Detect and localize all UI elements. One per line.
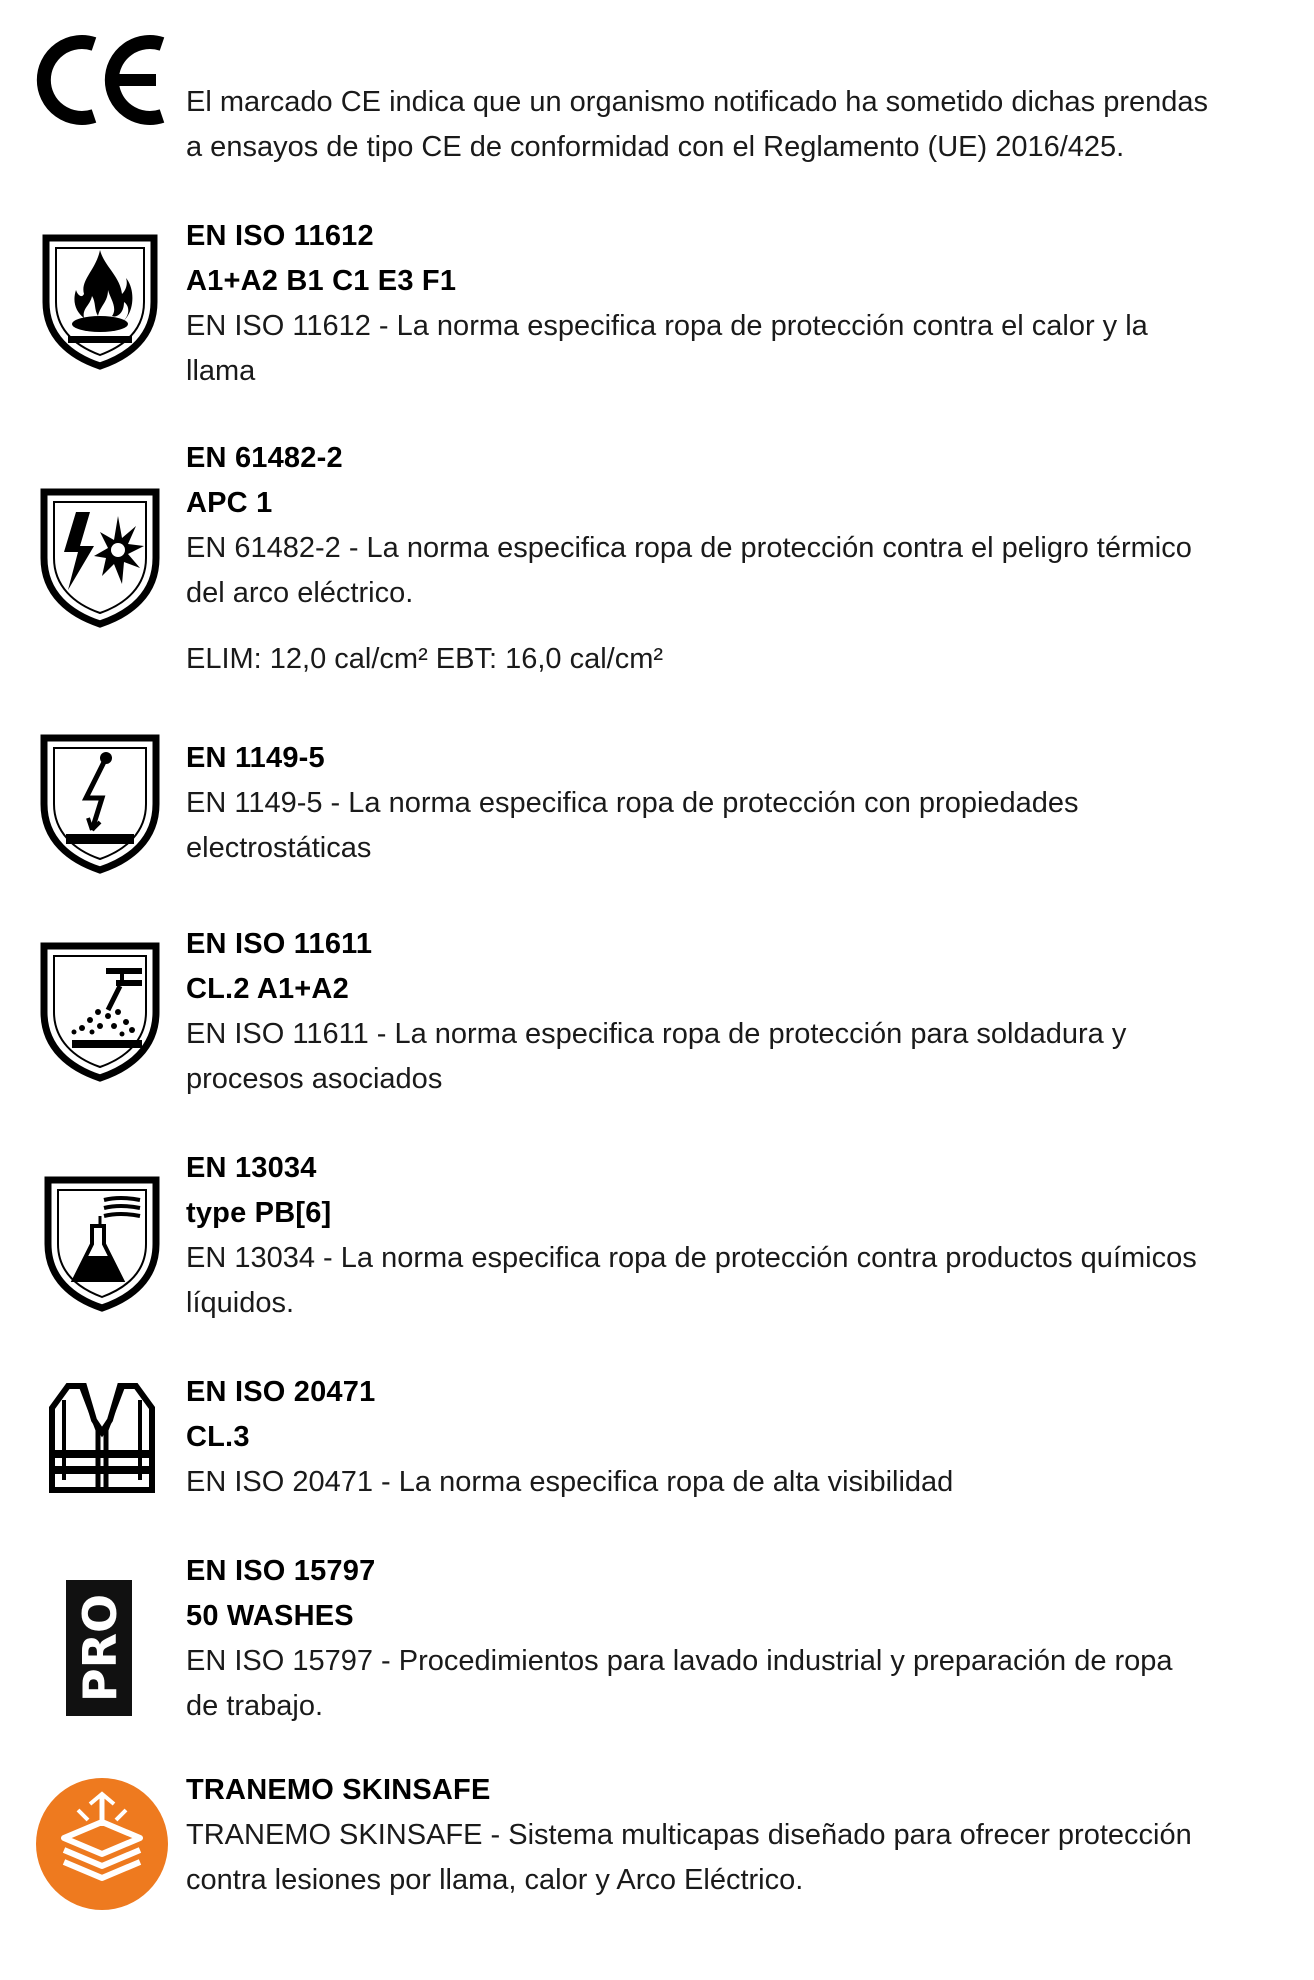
description-line-1: EN ISO 11611 - La norma especifica ropa de protección para soldadura y bbox=[186, 1018, 1127, 1050]
standard-subtitle: CL.3 bbox=[186, 1421, 250, 1453]
description-line-1: TRANEMO SKINSAFE - Sistema multicapas diseñado para ofrecer protección bbox=[186, 1819, 1192, 1851]
elim-ebt-values: ELIM: 12,0 cal/cm² EBT: 16,0 cal/cm² bbox=[186, 643, 664, 675]
standard-subtitle: type PB[6] bbox=[186, 1197, 332, 1229]
standard-title: EN 13034 bbox=[186, 1152, 317, 1184]
description-line-1: EN 1149-5 - La norma especifica ropa de protección con propiedades bbox=[186, 787, 1079, 819]
standard-subtitle: APC 1 bbox=[186, 487, 273, 519]
ce-mark-icon bbox=[34, 32, 166, 128]
electrostatic-shield-icon bbox=[36, 732, 164, 876]
description-line-1: EN 61482-2 - La norma especifica ropa de protección contra el peligro térmico bbox=[186, 532, 1192, 564]
standard-subtitle: A1+A2 B1 C1 E3 F1 bbox=[186, 265, 457, 297]
standard-title: EN ISO 20471 bbox=[186, 1376, 376, 1408]
standard-subtitle: 50 WASHES bbox=[186, 1600, 354, 1632]
skinsafe-icon bbox=[34, 1776, 170, 1912]
description-line-2: del arco eléctrico. bbox=[186, 577, 414, 609]
description-line-2: líquidos. bbox=[186, 1287, 295, 1319]
electric-arc-shield-icon bbox=[36, 486, 164, 630]
ce-text-line-1: El marcado CE indica que un organismo notificado ha sometido dichas prendas bbox=[186, 86, 1209, 118]
chemical-shield-icon bbox=[40, 1174, 164, 1314]
welding-shield-icon bbox=[36, 940, 164, 1084]
standard-subtitle: CL.2 A1+A2 bbox=[186, 973, 349, 1005]
standard-title: EN ISO 11611 bbox=[186, 928, 373, 960]
description-line-2: contra lesiones por llama, calor y Arco Eléctrico. bbox=[186, 1864, 804, 1896]
description-line-1: EN 13034 - La norma especifica ropa de protección contra productos químicos bbox=[186, 1242, 1197, 1274]
description-line-1: EN ISO 15797 - Procedimientos para lavado industrial y preparación de ropa bbox=[186, 1645, 1173, 1677]
pro-icon-label: PRO bbox=[73, 1593, 127, 1703]
standard-title: EN 1149-5 bbox=[186, 742, 325, 774]
standard-title: EN 61482-2 bbox=[186, 442, 343, 474]
standard-title: EN ISO 15797 bbox=[186, 1555, 376, 1587]
description-line-2: procesos asociados bbox=[186, 1063, 443, 1095]
high-visibility-vest-icon bbox=[46, 1380, 158, 1496]
description-line-1: EN ISO 20471 - La norma especifica ropa de alta visibilidad bbox=[186, 1466, 954, 1498]
description-line-2: de trabajo. bbox=[186, 1690, 324, 1722]
description-line-1: EN ISO 11612 - La norma especifica ropa de protección contra el calor y la bbox=[186, 310, 1148, 342]
pro-wash-icon bbox=[66, 1580, 132, 1716]
standard-title: EN ISO 11612 bbox=[186, 220, 374, 252]
standard-title: TRANEMO SKINSAFE bbox=[186, 1774, 491, 1806]
description-line-2: electrostáticas bbox=[186, 832, 372, 864]
flame-shield-icon bbox=[38, 232, 162, 372]
description-line-2: llama bbox=[186, 355, 256, 387]
ce-text-line-2: a ensayos de tipo CE de conformidad con el Reglamento (UE) 2016/425. bbox=[186, 131, 1125, 163]
